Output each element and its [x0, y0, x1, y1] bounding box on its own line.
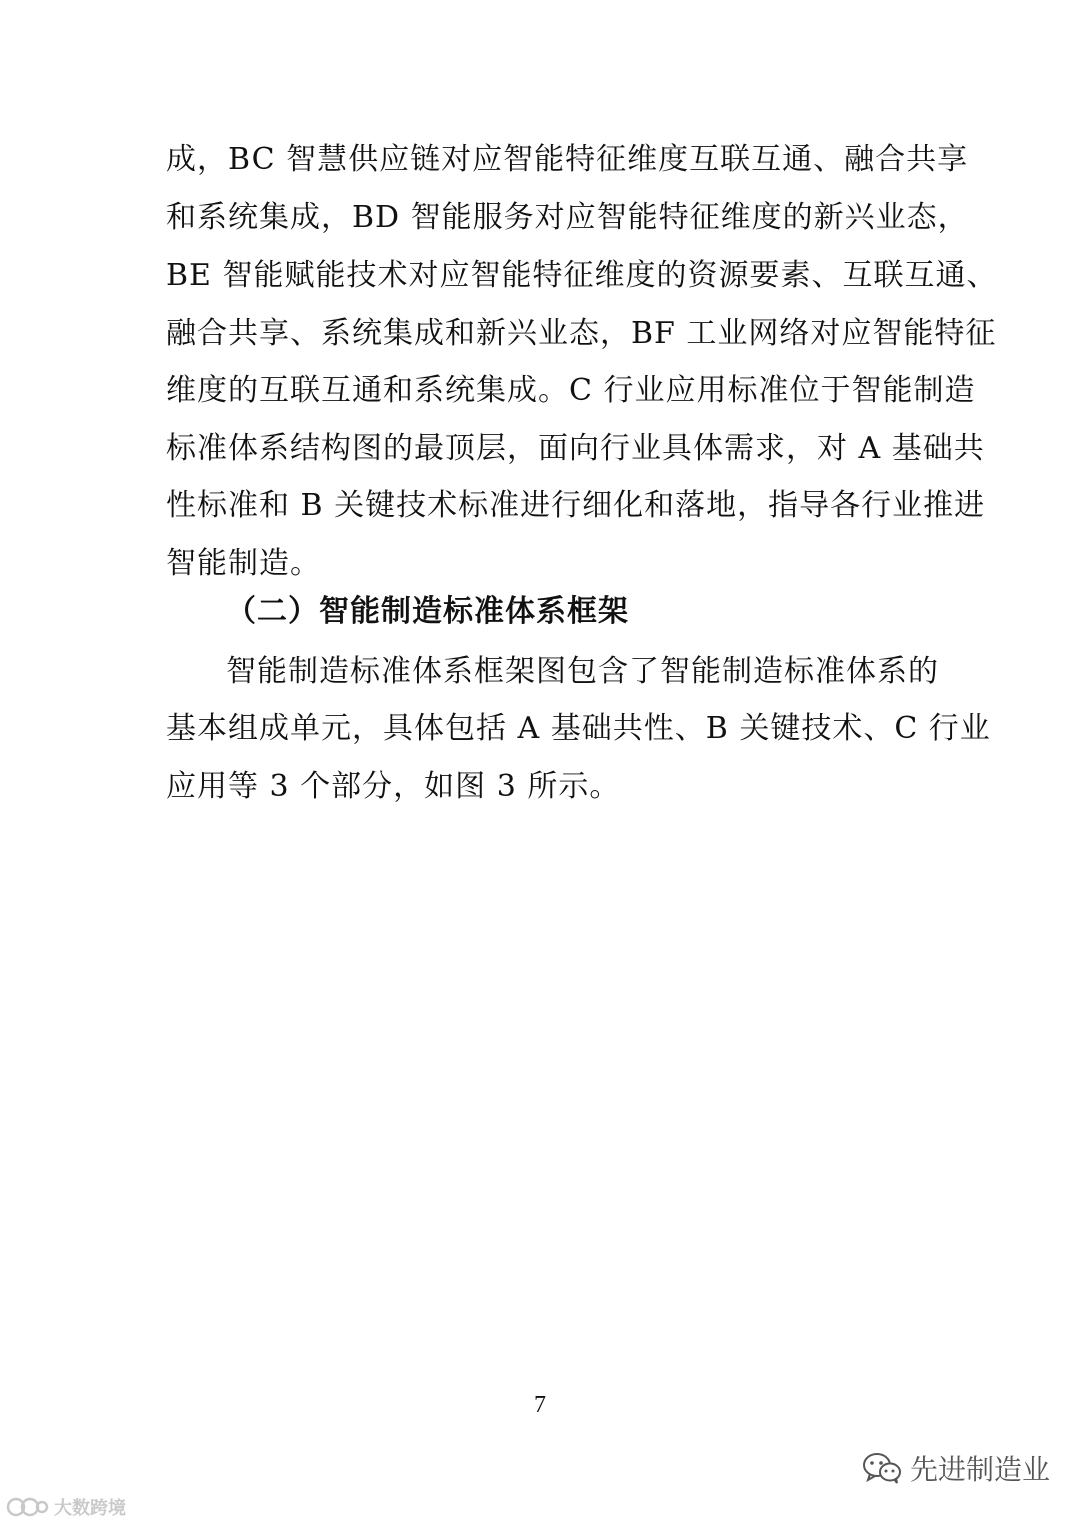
paragraph-line: 智能制造标准体系框架图包含了智能制造标准体系的 — [226, 654, 939, 689]
wechat-icon — [862, 1451, 902, 1485]
right-watermark — [862, 1448, 1050, 1488]
paragraph-line: 成，BC 智慧供应链对应智能特征维度互联互通、融合共享 — [166, 142, 969, 177]
paragraph-line: BE 智能赋能技术对应智能特征维度的资源要素、互联互通、 — [166, 258, 998, 293]
paragraph-line: 融合共享、系统集成和新兴业态，BF 工业网络对应智能特征 — [166, 316, 997, 351]
page-number: 7 — [534, 1392, 546, 1418]
left-watermark — [6, 1494, 126, 1520]
paragraph-line: 性标准和 B 关键技术标准进行细化和落地，指导各行业推进 — [166, 488, 986, 523]
paragraph-line: 标准体系结构图的最顶层，面向行业具体需求，对 A 基础共 — [166, 431, 985, 466]
watermark-text: 大数跨境 — [54, 1498, 126, 1519]
paragraph-line: 维度的互联互通和系统集成。C 行业应用标准位于智能制造 — [166, 373, 976, 408]
paragraph-line: 基本组成单元，具体包括 A 基础共性、B 关键技术、C 行业 — [166, 711, 991, 746]
paragraph-line: 和系统集成，BD 智能服务对应智能特征维度的新兴业态， — [166, 200, 969, 235]
section-heading: （二）智能制造标准体系框架 — [226, 594, 629, 629]
dashu-logo-icon — [6, 1496, 50, 1518]
paragraph-line: 应用等 3 个部分，如图 3 所示。 — [166, 769, 621, 804]
watermark-text: 先进制造业 — [909, 1453, 1050, 1486]
paragraph-line: 智能制造。 — [166, 546, 321, 581]
